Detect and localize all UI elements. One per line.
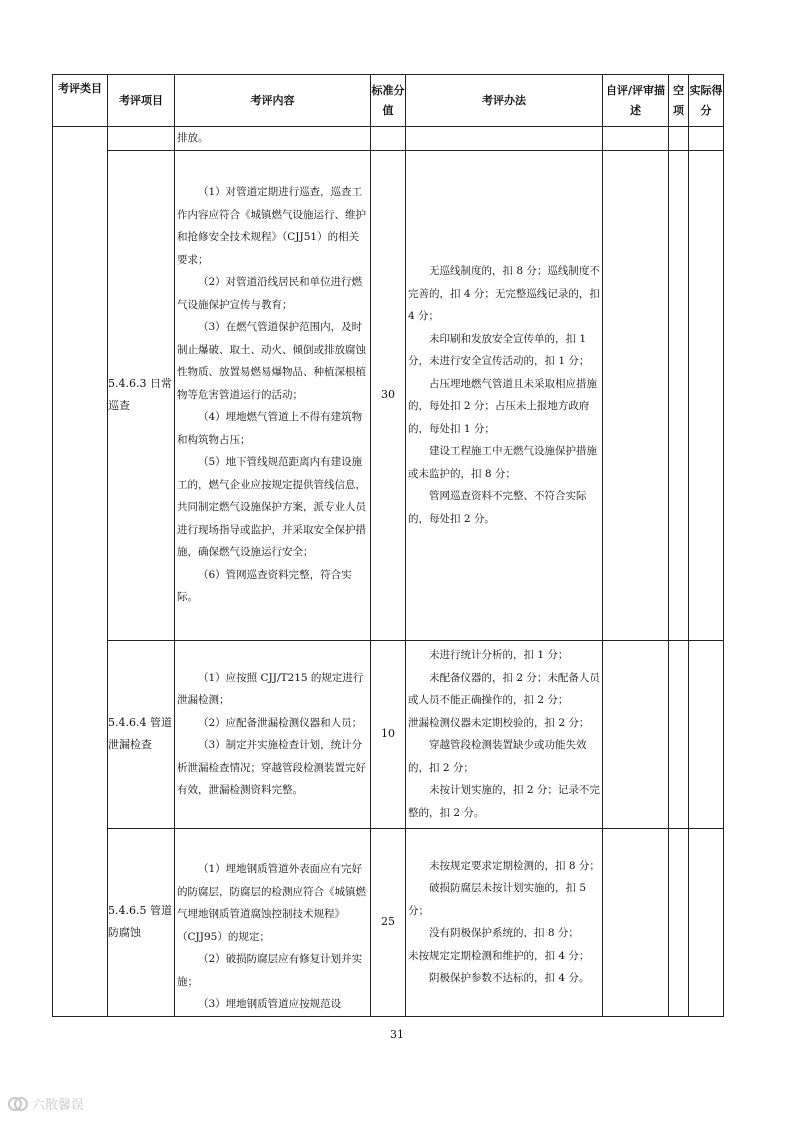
method-line: 阴极保护参数不达标的，扣 4 分。 [429, 972, 590, 984]
content-cell [175, 828, 371, 1016]
header-score: 标准分值 [371, 75, 406, 127]
blank-cell[interactable] [669, 640, 689, 828]
method-line: 没有阴极保护系统的，扣 8 分； [429, 927, 579, 939]
content-cell [175, 127, 371, 151]
content-cell [175, 640, 371, 828]
method-cell [406, 828, 603, 1016]
watermark-logo-icon [8, 1095, 28, 1113]
blank-cell[interactable] [669, 127, 689, 151]
score-cell: 25 [371, 828, 406, 1016]
method-line: 管网巡查资料不完整、不符合实际的，每处扣 2 分。 [408, 490, 587, 525]
score-cell: 30 [371, 150, 406, 640]
evaluation-table [52, 74, 724, 1017]
method-line: 未进行统计分析的，扣 1 分； [429, 649, 569, 661]
content-line: （4）埋地燃气管道上不得有建筑物和构筑物占压； [177, 411, 363, 446]
method-line: 未按规定要求定期检测的，扣 8 分； [429, 859, 600, 872]
actual-score-cell[interactable] [689, 150, 724, 640]
content-line: （1）埋地钢质管道外表面应有完好的防腐层，防腐层的检测应符合《城镇燃气埋地钢质管道腐蚀控制技术规程》（CJJ95）的规定； [177, 863, 366, 943]
method-line: 未按规定定期检测和维护的，扣 4 分； [408, 949, 590, 962]
actual-score-cell[interactable] [689, 127, 724, 151]
self-review-cell[interactable] [603, 127, 669, 151]
page-number: 31 [390, 1028, 404, 1041]
content-line: （1）对管道定期进行巡查，巡查工作内容应符合《城镇燃气设施运行、维护和抢修安全技术规程》（CJJ51）的相关要求； [177, 186, 366, 266]
self-review-cell[interactable] [603, 828, 669, 1016]
content-line: （2）应配备泄漏检测仪器和人员； [198, 716, 363, 729]
score-cell: 10 [371, 640, 406, 828]
method-line: 未印刷和发放安全宣传单的，扣 1 分，未进行安全宣传活动的，扣 1 分； [408, 332, 590, 367]
method-line: 穿越管段检测装置缺少或功能失效的，扣 2 分； [408, 739, 587, 774]
item-cell: 5.4.6.5 管道防腐蚀 [108, 828, 175, 1016]
header-content: 考评内容 [175, 75, 371, 127]
content-line: 排放。 [177, 132, 209, 144]
content-line: （3）在燃气管道保护范围内，及时制止爆破、取土、动火、倾倒或排放腐蚀性物质、放置易燃易爆物品、种植深根植物等危害管道运行的活动； [177, 321, 366, 401]
self-review-cell[interactable] [603, 640, 669, 828]
header-self-review: 自评/评审描述 [603, 75, 669, 127]
method-cell [406, 150, 603, 640]
content-line: （2）破损防腐层应有修复计划并实施； [177, 953, 363, 988]
content-line: （6）管网巡查资料完整，符合实际。 [177, 568, 352, 604]
content-line: （5）地下管线规范距离内有建设施工的，燃气企业应按规定提供管线信息，共同制定燃气设施保护方案，派专业人员进行现场指导或监护，并采取安全保护措施，确保燃气设施运行安全； [177, 456, 366, 559]
blank-cell[interactable] [669, 150, 689, 640]
content-line: （2）对管道沿线居民和单位进行燃气设施保护宣传与教育； [177, 276, 363, 311]
table-row [53, 828, 724, 1016]
table-row [53, 640, 724, 828]
actual-score-cell[interactable] [689, 640, 724, 828]
header-category: 考评类目 [53, 75, 108, 127]
item-cell [108, 127, 175, 151]
method-cell [406, 640, 603, 828]
method-line: 泄漏检测仪器未定期校验的，扣 2 分； [408, 716, 590, 729]
method-line: 未按计划实施的，扣 2 分；记录不完整的，扣 2 分。 [408, 784, 600, 819]
score-cell [371, 127, 406, 151]
content-cell [175, 150, 371, 640]
table-row [53, 150, 724, 640]
watermark [8, 1094, 84, 1113]
self-review-cell[interactable] [603, 150, 669, 640]
item-cell: 5.4.6.4 管道泄漏检查 [108, 640, 175, 828]
blank-cell[interactable] [669, 828, 689, 1016]
method-line: 破损防腐层未按计划实施的，扣 5 分； [408, 882, 587, 917]
actual-score-cell[interactable] [689, 828, 724, 1016]
content-line: （3）埋地钢质管道应按规范设 [198, 998, 342, 1010]
content-line: （1）应按照 CJJ/T215 的规定进行泄漏检测； [177, 671, 364, 706]
item-cell: 5.4.6.3 日常巡查 [108, 150, 175, 640]
method-line: 建设工程施工中无燃气设施保护措施或未监护的，扣 8 分； [408, 445, 597, 480]
table-row [53, 127, 724, 151]
method-line: 未配备仪器的，扣 2 分；未配备人员或人员不能正确操作的，扣 2 分； [408, 671, 600, 706]
watermark-text: 六散馨误 [32, 1098, 85, 1113]
method-cell [406, 127, 603, 151]
method-line: 无巡线制度的，扣 8 分；巡线制度不完善的，扣 4 分；无完整巡线记录的，扣 4 分； [408, 265, 600, 322]
method-line: 占压埋地燃气管道且未采取相应措施的，每处扣 2 分；占压未上报地方政府的，每处扣 1 分； [408, 377, 597, 435]
header-method: 考评办法 [406, 75, 603, 127]
header-blank: 空项 [669, 75, 689, 127]
category-cell [53, 127, 108, 1017]
header-actual: 实际得分 [689, 75, 724, 127]
content-line: （3）制定并实施检查计划，统计分析泄漏检查情况；穿越管段检测装置完好有效，泄漏检测资料完整。 [177, 739, 366, 796]
header-item: 考评项目 [108, 75, 175, 127]
